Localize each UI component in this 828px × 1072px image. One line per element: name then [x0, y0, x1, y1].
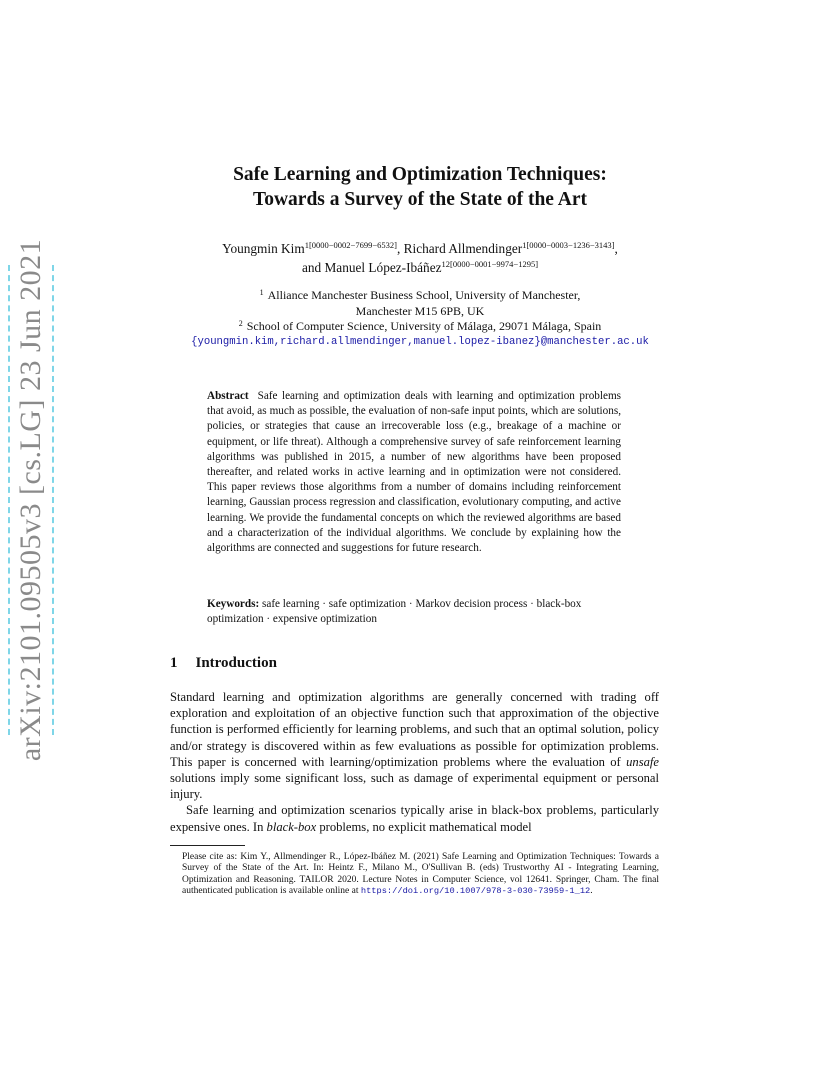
author-separator-2: , — [614, 241, 618, 256]
author-separator-1: , — [396, 241, 404, 256]
section-title: Introduction — [195, 655, 277, 671]
introduction-body — [170, 689, 659, 835]
paragraph-2-text-b: problems, no explicit mathematical model — [316, 819, 532, 834]
author-line-1 — [120, 239, 720, 258]
paragraph-1-text-b: solutions imply some significant loss, such as damage of experimental equipment or personal injury. — [170, 771, 659, 802]
author-emails[interactable]: {youngmin.kim,richard.allmendinger,manuel.lopez-ibanez}@manchester.ac.uk — [191, 335, 649, 348]
affiliation-1 — [120, 288, 720, 304]
paragraph-2-emphasis: black-box — [266, 819, 317, 834]
affiliations — [120, 288, 720, 350]
affiliation-1-number: 1 — [259, 288, 264, 297]
footnote-end: . — [590, 885, 593, 896]
affiliation-2 — [120, 319, 720, 335]
keywords-text: safe learning · safe optimization · Markov decision process · black-box optimization · expensive optimization — [207, 598, 582, 626]
paper-title — [120, 162, 720, 212]
author-name-1: Youngmin Kim — [222, 241, 305, 256]
title-line-1: Safe Learning and Optimization Techniques: — [233, 164, 607, 185]
author-orcid-2: 1[0000−0003−1236−3143] — [522, 240, 615, 250]
abstract-label: Abstract — [207, 390, 249, 402]
paragraph-1-emphasis: unsafe — [626, 754, 659, 769]
author-name-3: and Manuel López-Ibáñez — [301, 260, 442, 275]
abstract-text: Safe learning and optimization deals with learning and optimization problems that avoid, as much as possible, the evaluation of non-safe input points, which are solutions, policies, or strategies that cause an irrecoverable loss (e.g., breakage of a machine or equipment, or life threat). Although a comprehensive survey of safe reinforcement learning algorithms was published in 2015, a number of new algorithms have been proposed thereafter, and related works in active learning and in optimization were not considered. This paper reviews those algorithms from a number of domains including reinforcement learning, Gaussian process regression and classification, evolutionary computing, and active learning. We provide the fundamental concepts on which the reviewed algorithms are based and a characterization of the individual algorithms. We conclude by explaining how the algorithms are connected and suggestions for future research. — [207, 390, 622, 555]
paragraph-1-text-a: Standard learning and optimization algorithms are generally concerned with trading off exploration and exploitation of an objective function such that approximation of the objective function is performed efficiently for learning problems, and such that an optimal solution, policy and/or strategy is discovered within as few evaluations as possible for optimization problems. This paper is concerned with learning/optimization problems where the evaluation of — [170, 690, 659, 769]
affiliation-1-line-2: Manchester M15 6PB, UK — [355, 303, 485, 318]
footnote-divider — [170, 845, 245, 846]
arxiv-identifier-stamp — [8, 238, 54, 762]
paragraph-1 — [170, 689, 659, 802]
author-line-2 — [120, 258, 720, 277]
author-orcid-3: 12[0000−0001−9974−1295] — [441, 259, 539, 269]
author-name-2: Richard Allmendinger — [403, 241, 523, 256]
affiliation-2-number: 2 — [238, 319, 243, 328]
keywords-label: Keywords: — [207, 598, 260, 610]
title-line-2: Towards a Survey of the State of the Art — [252, 189, 587, 210]
affiliation-1-line-1: Alliance Manchester Business School, University of Manchester, — [267, 288, 581, 302]
doi-link[interactable]: https://doi.org/10.1007/978-3-030-73959-1_12 — [360, 885, 591, 896]
arxiv-identifier: arXiv:2101.09505v3 [cs.LG] 23 Jun 2021 — [14, 238, 47, 762]
section-number: 1 — [170, 655, 178, 671]
paragraph-2-text-a: Safe learning and optimization scenarios typically arise in black-box problems, particularly expensive ones. In — [170, 803, 659, 834]
keywords — [207, 597, 621, 627]
author-list — [120, 239, 720, 277]
author-orcid-1: 1[0000−0002−7699−6532] — [304, 240, 397, 250]
abstract — [207, 389, 621, 556]
section-heading — [170, 655, 277, 672]
citation-footnote — [182, 852, 659, 897]
footnote-text: Please cite as: Kim Y., Allmendinger R., López-Ibáñez M. (2021) Safe Learning and Optimization Techniques: Towards a Survey of the State of the Art. In: Heintz F., Milano M., O'Sullivan B. (eds) Trustworthy AI - Integrating Learning, Optimization and Reasoning. TAILOR 2020. Lecture Notes in Computer Science, vol 12641. Springer, Cham. The final authenticated publication is available online at — [182, 852, 659, 896]
affiliation-2-line-1: School of Computer Science, University of Málaga, 29071 Málaga, Spain — [246, 319, 602, 333]
paragraph-2 — [170, 802, 659, 834]
